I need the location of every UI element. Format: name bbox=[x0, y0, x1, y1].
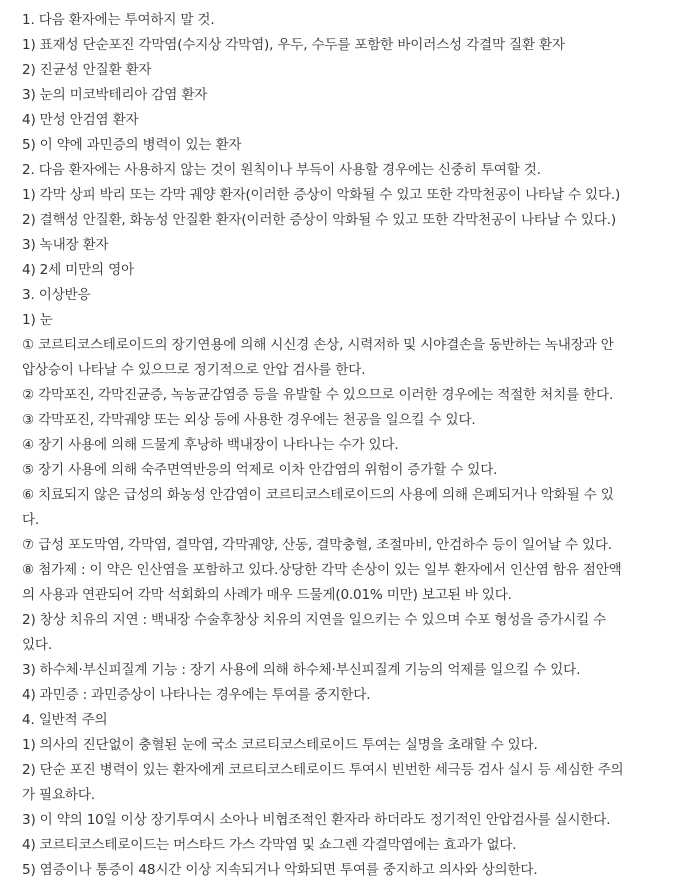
text-line: 2) 창상 치유의 지연 : 백내장 수술후창상 치유의 지연을 일으키는 수 있으며 수포 형성을 증가시킬 수 bbox=[22, 612, 607, 628]
text-line: 1) 각막 상피 박리 또는 각막 궤양 환자(이러한 증상이 악화될 수 있고 또한 각막천공이 나타날 수 있다.) bbox=[22, 187, 621, 203]
text-line: 3) 눈의 미코박테리아 감염 환자 bbox=[22, 87, 208, 103]
text-line: 2. 다음 환자에는 사용하지 않는 것이 원칙이나 부득이 사용할 경우에는 신중히 투여할 것. bbox=[22, 162, 541, 178]
text-line: 1) 눈 bbox=[22, 312, 53, 328]
text-line: 4. 일반적 주의 bbox=[22, 712, 108, 728]
text-line: 1. 다음 환자에는 투여하지 말 것. bbox=[22, 12, 215, 28]
text-line: 3) 녹내장 환자 bbox=[22, 237, 109, 253]
text-line: 4) 2세 미만의 영아 bbox=[22, 262, 134, 278]
text-line: 4) 과민증 : 과민증상이 나타나는 경우에는 투여를 중지한다. bbox=[22, 687, 371, 703]
text-line: 5) 염증이나 통증이 48시간 이상 지속되거나 악화되면 투여를 중지하고 의사와 상의한다. bbox=[22, 862, 538, 878]
document-body bbox=[22, 8, 684, 883]
text-line: ③ 각막포진, 각막궤양 또는 외상 등에 사용한 경우에는 천공을 일으킬 수 있다. bbox=[22, 412, 476, 428]
text-line: 1) 표재성 단순포진 각막염(수지상 각막염), 우두, 수두를 포함한 바이러스성 각결막 질환 환자 bbox=[22, 37, 565, 53]
text-line: ④ 장기 사용에 의해 드물게 후낭하 백내장이 나타나는 수가 있다. bbox=[22, 437, 399, 453]
text-line: 2) 진균성 안질환 환자 bbox=[22, 62, 152, 78]
text-line: ⑧ 첨가제 : 이 약은 인산염을 포함하고 있다.상당한 각막 손상이 있는 일부 환자에서 인산염 함유 점안액 bbox=[22, 562, 622, 578]
text-line: ② 각막포진, 각막진균증, 녹농균감염증 등을 유발할 수 있으므로 이러한 경우에는 적절한 처치를 한다. bbox=[22, 387, 614, 403]
text-line: 의 사용과 연관되어 각막 석회화의 사례가 매우 드물게(0.01% 미만) 보고된 바 있다. bbox=[22, 587, 512, 603]
text-line: 다. bbox=[22, 512, 40, 528]
text-line: 가 필요하다. bbox=[22, 787, 95, 803]
text-line: 4) 코르티코스테로이드는 머스타드 가스 각막염 및 쇼그렌 각결막염에는 효과가 없다. bbox=[22, 837, 517, 853]
text-line: 2) 단순 포진 병력이 있는 환자에게 코르티코스테로이드 투여시 빈번한 세극등 검사 실시 등 세심한 주의 bbox=[22, 762, 624, 778]
text-line: 압상승이 나타날 수 있으므로 정기적으로 안압 검사를 한다. bbox=[22, 362, 366, 378]
text-line: 3) 하수체·부신피질계 기능 : 장기 사용에 의해 하수체·부신피질계 기능의 억제를 일으킬 수 있다. bbox=[22, 662, 581, 678]
text-line: ⑥ 치료되지 않은 급성의 화농성 안감염이 코르티코스테로이드의 사용에 의해 은폐되거나 악화될 수 있 bbox=[22, 487, 614, 503]
text-line: ⑤ 장기 사용에 의해 숙주면역반응의 억제로 이차 안감염의 위험이 증가할 수 있다. bbox=[22, 462, 498, 478]
text-line: 3. 이상반응 bbox=[22, 287, 91, 303]
text-line: 1) 의사의 진단없이 충혈된 눈에 국소 코르티코스테로이드 투여는 실명을 초래할 수 있다. bbox=[22, 737, 538, 753]
text-line: 4) 만성 안검염 환자 bbox=[22, 112, 139, 128]
text-line: 2) 결핵성 안질환, 화농성 안질환 환자(이러한 증상이 악화될 수 있고 또한 각막천공이 나타날 수 있다.) bbox=[22, 212, 617, 228]
text-line: 있다. bbox=[22, 637, 52, 653]
text-line: 5) 이 약에 과민증의 병력이 있는 환자 bbox=[22, 137, 242, 153]
text-line: 3) 이 약의 10일 이상 장기투여시 소아나 비협조적인 환자라 하더라도 정기적인 안압검사를 실시한다. bbox=[22, 812, 611, 828]
text-line: ① 코르티코스테로이드의 장기연용에 의해 시신경 손상, 시력저하 및 시야결손을 동반하는 녹내장과 안 bbox=[22, 337, 614, 353]
text-line: ⑦ 급성 포도막염, 각막염, 결막염, 각막궤양, 산동, 결막충혈, 조절마비, 안검하수 등이 일어날 수 있다. bbox=[22, 537, 612, 553]
